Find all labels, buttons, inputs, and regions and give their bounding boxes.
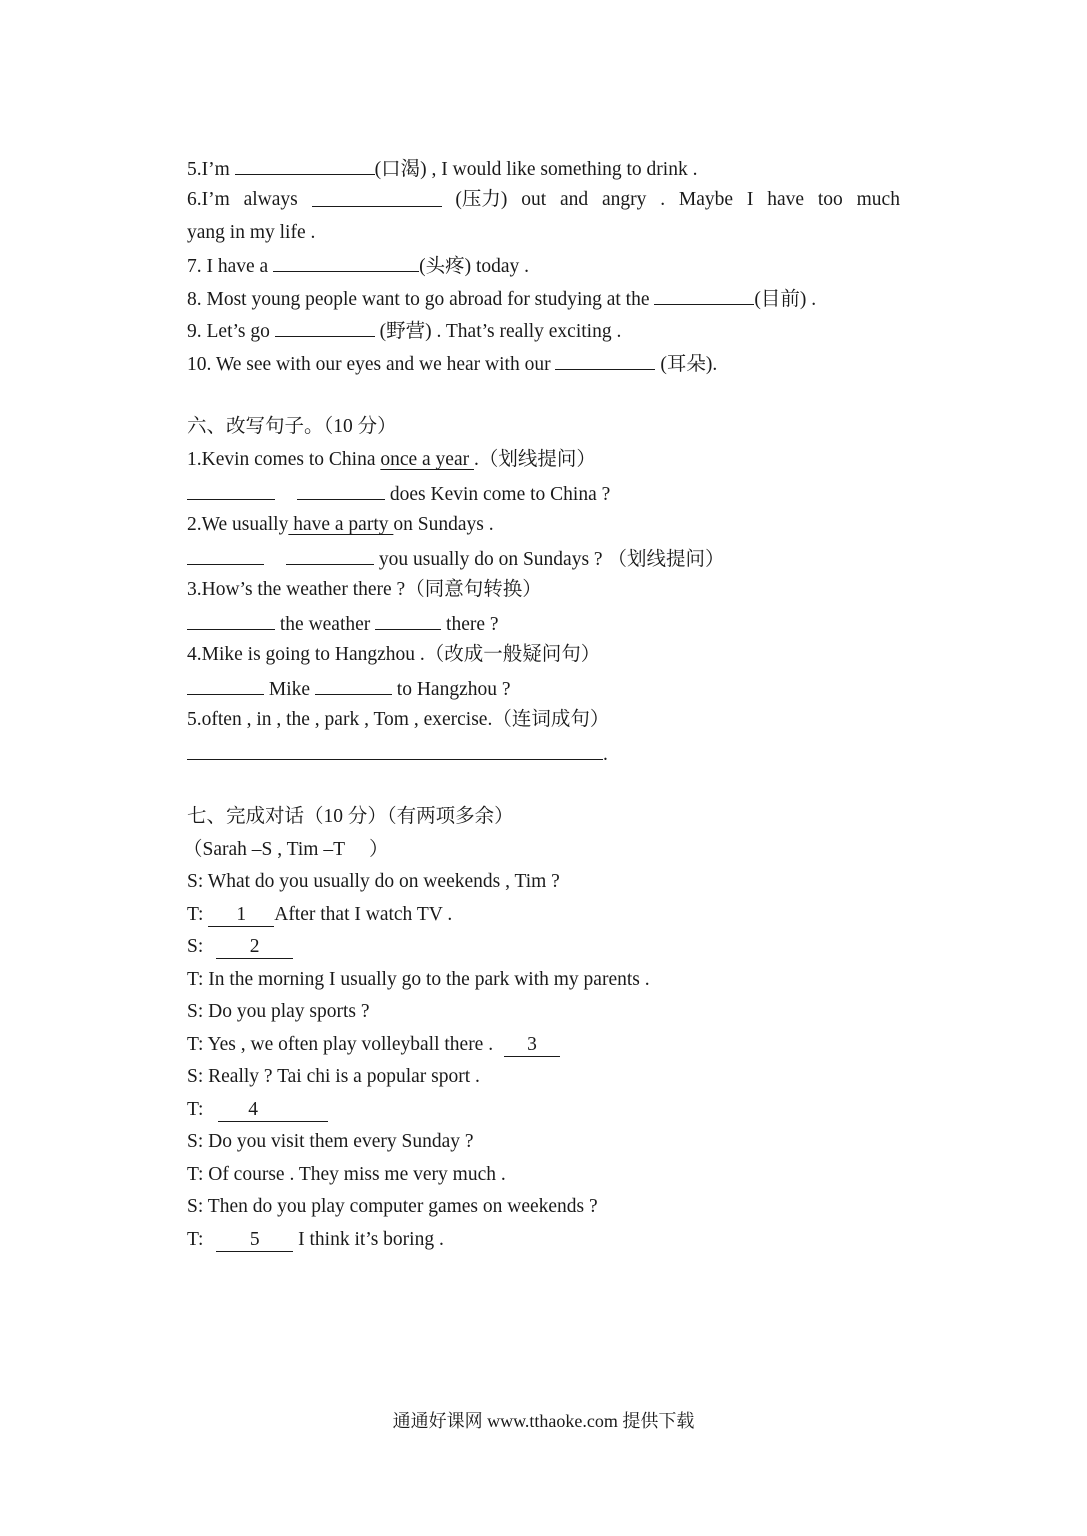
answer-blank[interactable] xyxy=(315,672,392,695)
answer-blank[interactable]: 4 xyxy=(218,1097,328,1122)
q6-5-answer xyxy=(187,737,608,769)
answer-blank[interactable] xyxy=(654,282,754,305)
dialog-line xyxy=(187,1224,444,1256)
answer-blank[interactable] xyxy=(555,347,655,370)
dialog-line: S: Do you play sports ? xyxy=(187,1001,370,1022)
section6-title: 六、改写句子。（10 分） xyxy=(187,416,397,437)
q6-5: 5.often , in , the , park , Tom , exercise.（连词成句） xyxy=(187,709,610,730)
answer-blank[interactable] xyxy=(187,672,264,695)
answer-blank[interactable] xyxy=(273,249,419,272)
q-text: the weather xyxy=(275,614,376,635)
answer-blank[interactable] xyxy=(187,477,275,500)
dialog-line: T: Of course . They miss me very much . xyxy=(187,1164,506,1185)
q-text: 7. I have a xyxy=(187,256,274,277)
speaker: T: xyxy=(187,1229,209,1250)
q6-1 xyxy=(187,444,596,476)
q6-4-answer xyxy=(187,672,511,704)
q-text: 1.Kevin comes to China xyxy=(187,449,381,470)
page-footer: 通通好课网 www.tthaoke.com 提供下载 xyxy=(392,1411,695,1431)
hint: (压力) xyxy=(455,189,508,210)
q-text: you usually do on Sundays ? （划线提问） xyxy=(374,549,725,570)
dialog-text: After that I watch TV . xyxy=(274,904,453,925)
roles: （Sarah –S , Tim –T ） xyxy=(183,839,389,860)
q5-6 xyxy=(187,184,900,216)
underlined-phrase: once a year xyxy=(380,449,474,470)
q-text: 10. We see with our eyes and we hear with our xyxy=(187,354,556,375)
q5-5 xyxy=(187,152,697,184)
speaker: T: xyxy=(187,1099,209,1120)
q-text: . That’s really exciting . xyxy=(431,321,622,342)
answer-blank[interactable]: 2 xyxy=(216,934,293,959)
answer-blank[interactable] xyxy=(286,542,374,565)
q-text: 9. Let’s go xyxy=(187,321,275,342)
answer-blank[interactable] xyxy=(187,607,275,630)
q6-1-answer xyxy=(187,477,610,509)
answer-blank[interactable] xyxy=(187,737,603,760)
q5-10 xyxy=(187,347,717,379)
hint: (耳朵). xyxy=(655,354,718,375)
q-text: there ? xyxy=(441,614,499,635)
answer-blank[interactable]: 3 xyxy=(504,1032,560,1057)
answer-blank[interactable]: 1 xyxy=(208,902,274,927)
dialog-line: S: Really ? Tai chi is a popular sport . xyxy=(187,1066,480,1087)
answer-blank[interactable]: 5 xyxy=(216,1227,293,1252)
speaker: T: xyxy=(187,904,209,925)
underlined-phrase: have a party xyxy=(288,514,394,535)
answer-blank[interactable] xyxy=(235,152,375,175)
q-text: on Sundays . xyxy=(393,514,494,535)
dialog-line: S: What do you usually do on weekends , Tim ? xyxy=(187,871,560,892)
word: angry xyxy=(601,189,647,210)
q-text: 2.We usually xyxy=(187,514,289,535)
hint: (野营) xyxy=(374,321,432,342)
q5-7 xyxy=(187,249,529,281)
q-text: Mike xyxy=(264,679,315,700)
dialog-line: S: Then do you play computer games on weekends ? xyxy=(187,1196,598,1217)
answer-blank[interactable] xyxy=(275,314,375,337)
section7-title: 七、完成对话（10 分）（有两项多余） xyxy=(187,806,514,827)
word: too xyxy=(817,189,843,210)
word: . xyxy=(660,189,666,210)
dialog-line xyxy=(187,931,293,963)
hint: (口渴) xyxy=(374,159,427,180)
q-text: to Hangzhou ? xyxy=(391,679,511,700)
word: 6.I’m xyxy=(187,189,230,210)
q6-4: 4.Mike is going to Hangzhou .（改成一般疑问句） xyxy=(187,644,601,665)
hint: (目前) xyxy=(754,289,807,310)
word: much xyxy=(856,189,900,210)
q-text: .（划线提问） xyxy=(474,449,596,470)
q6-2-answer xyxy=(187,542,724,574)
word: always xyxy=(243,189,298,210)
speaker: S: xyxy=(187,936,209,957)
hint: (头疼) xyxy=(419,256,472,277)
q-text: . xyxy=(603,744,608,765)
dialog-line: T: In the morning I usually go to the park with my parents . xyxy=(187,969,650,990)
dialog-line: S: Do you visit them every Sunday ? xyxy=(187,1131,474,1152)
q6-2 xyxy=(187,509,494,541)
answer-blank[interactable] xyxy=(375,607,441,630)
q-text: 5.I’m xyxy=(187,159,235,180)
q5-8 xyxy=(187,282,816,314)
answer-blank[interactable] xyxy=(297,477,385,500)
q6-3-answer xyxy=(187,607,499,639)
dialog-text: I think it’s boring . xyxy=(293,1229,444,1250)
dialog-text: T: Yes , we often play volleyball there . xyxy=(187,1034,498,1055)
word: out xyxy=(521,189,547,210)
answer-blank[interactable] xyxy=(312,184,442,207)
word: have xyxy=(767,189,805,210)
q-text: today . xyxy=(471,256,530,277)
q-text: 8. Most young people want to go abroad for studying at the xyxy=(187,289,655,310)
q-text: , I would like something to drink . xyxy=(426,159,698,180)
q6-3: 3.How’s the weather there ?（同意句转换） xyxy=(187,579,542,600)
q-text: . xyxy=(806,289,817,310)
word: I xyxy=(746,189,754,210)
dialog-line xyxy=(187,899,452,931)
q5-6-line2: yang in my life . xyxy=(187,222,316,243)
word: Maybe xyxy=(678,189,734,210)
word: and xyxy=(560,189,589,210)
answer-blank[interactable] xyxy=(187,542,264,565)
dialog-line xyxy=(187,1029,560,1061)
q-text: does Kevin come to China ? xyxy=(385,484,611,505)
dialog-line xyxy=(187,1094,328,1126)
q5-9 xyxy=(187,314,621,346)
